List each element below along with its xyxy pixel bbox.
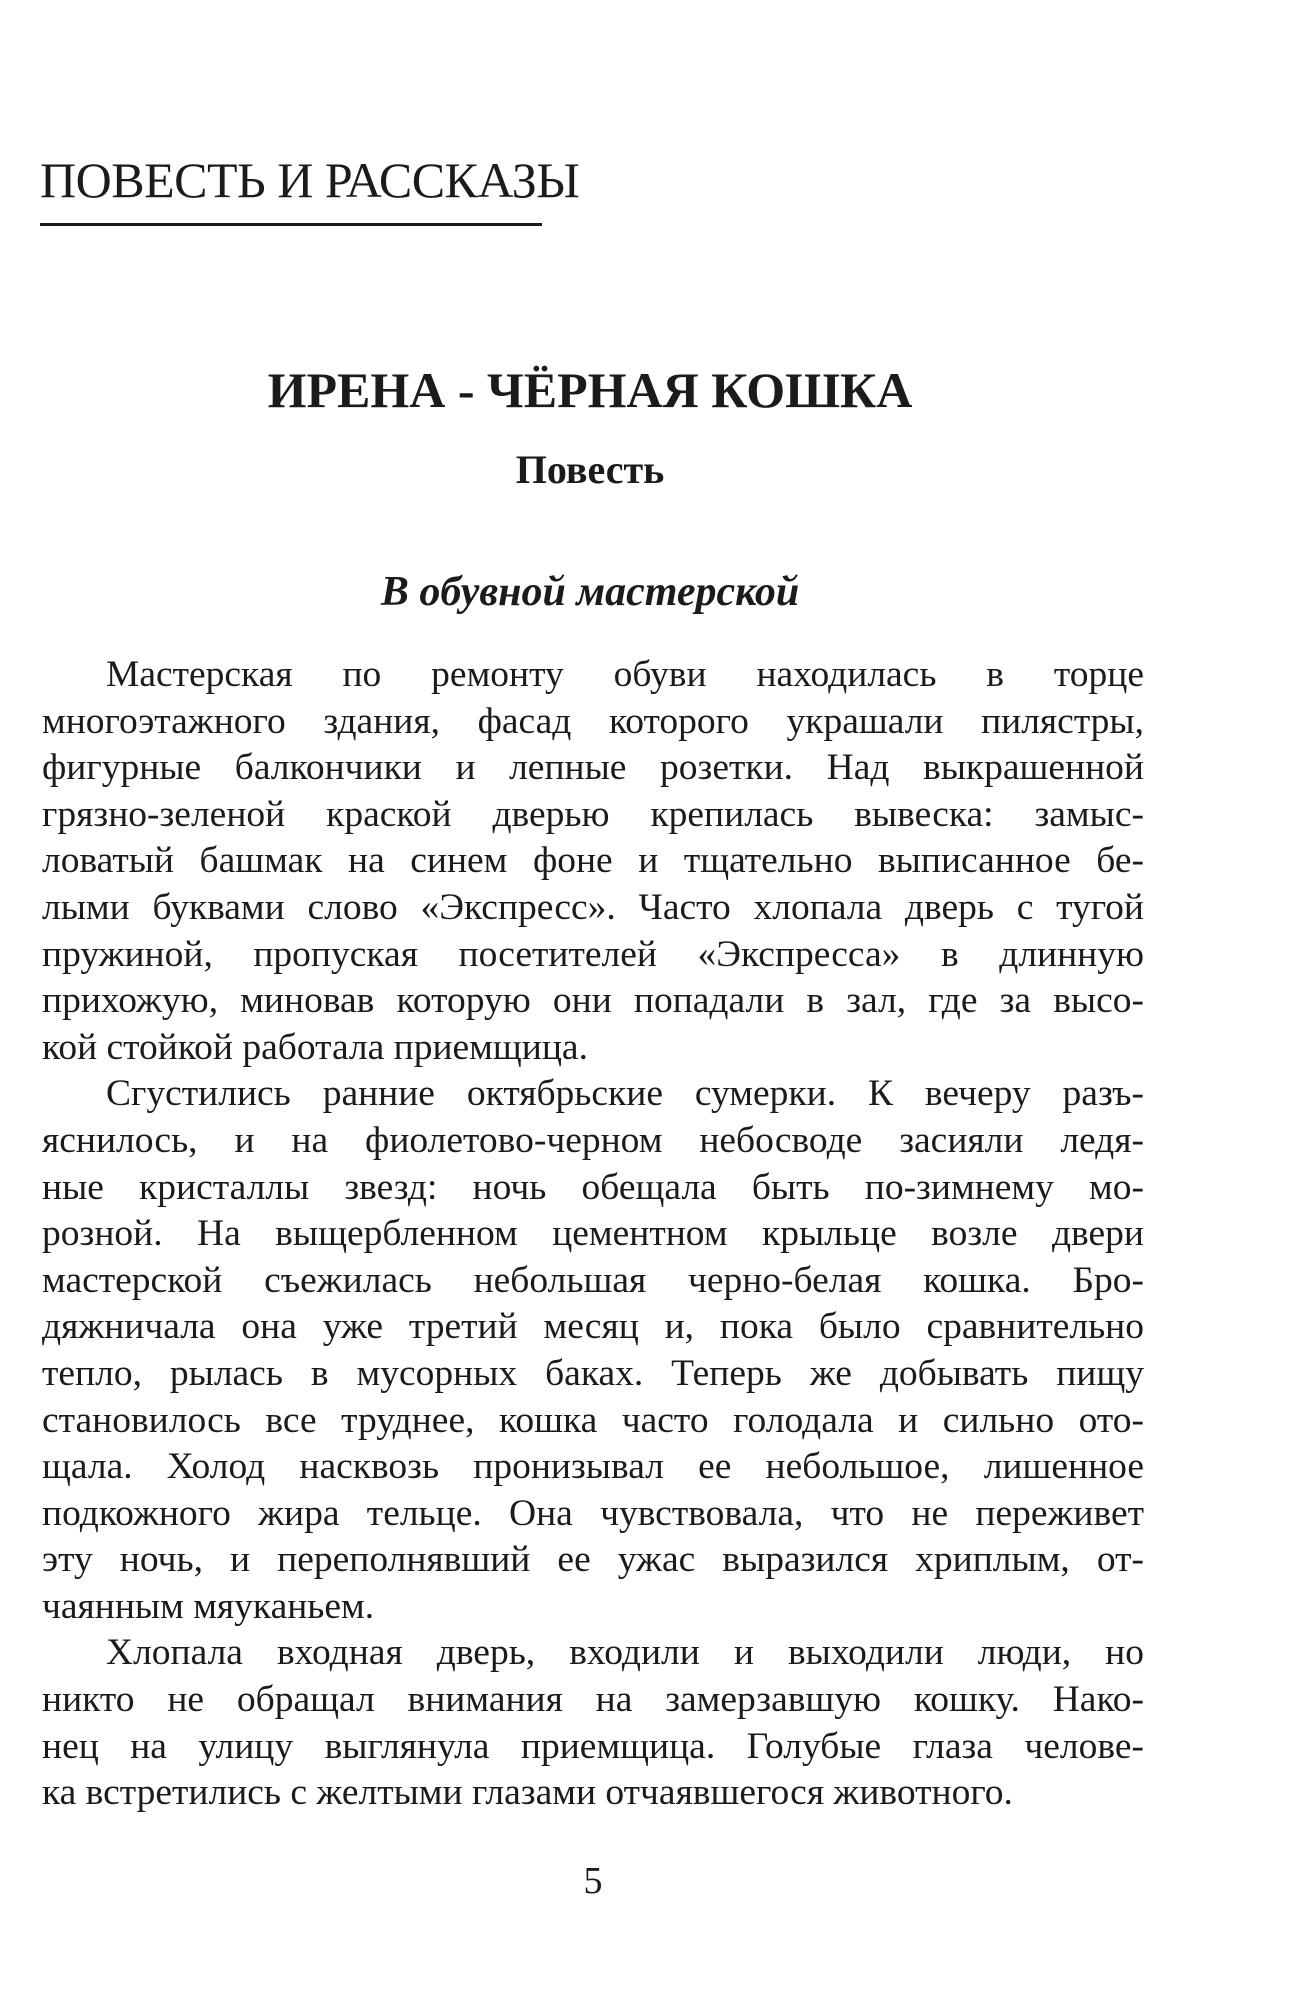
text-line: Мастерская по ремонту обуви находилась в торце <box>106 654 1144 695</box>
text-line: подкожного жира тельце. Она чувствовала, что не переживет <box>42 1492 1144 1534</box>
chapter-title: В обувной мастерской <box>380 569 800 615</box>
text-line: ловатый башмак на синем фоне и тщательно выписанное бе- <box>42 840 1144 882</box>
text-line: чаянным мяуканьем. <box>42 1585 375 1627</box>
text-line: Хлопала входная дверь, входили и выходили люди, но <box>106 1632 1144 1674</box>
paragraph <box>42 1630 1144 1816</box>
text-line: Сгустились ранние октябрьские сумерки. К вечеру разъ- <box>106 1073 1144 1115</box>
text-line: лыми буквами слово «Экспресс». Часто хлопала дверь с тугой <box>42 886 1144 928</box>
text-line: дяжничала она уже третий месяц и, пока было сравнительно <box>42 1306 1144 1348</box>
text-line: фигурные балкончики и лепные розетки. Над выкрашенной <box>42 747 1144 789</box>
text-line: яснилось, и на фиолетово-черном небосводе засияли ледя- <box>42 1119 1144 1161</box>
text-line: эту ночь, и переполнявший ее ужас выразился хриплым, от- <box>42 1539 1144 1581</box>
story-genre: Повесть <box>515 447 665 492</box>
text-line: многоэтажного здания, фасад которого украшали пилястры, <box>42 700 1144 742</box>
text-line: грязно-зеленой краской дверью крепилась вывеска: замыс- <box>42 793 1144 835</box>
text-line: тепло, рылась в мусорных баках. Теперь же добывать пищу <box>42 1352 1144 1394</box>
section-title-rule <box>40 223 542 226</box>
paragraph <box>42 652 1144 1071</box>
story-title: ИРЕНА - ЧЁРНАЯ КОШКА <box>267 362 913 418</box>
text-line: щала. Холод насквозь пронизывал ее небольшое, лишенное <box>42 1446 1144 1488</box>
paragraph <box>42 1071 1144 1630</box>
text-line: прихожую, миновав которую они попадали в зал, где за высо- <box>42 980 1144 1022</box>
text-line: становилось все труднее, кошка часто голодала и сильно ото- <box>42 1399 1144 1441</box>
text-line: никто не обращал внимания на замерзавшую кошку. Нако- <box>42 1679 1144 1721</box>
text-line: ные кристаллы звезд: ночь обещала быть по-зимнему мо- <box>42 1166 1144 1208</box>
text-line: пружиной, пропуская посетителей «Экспресса» в длинную <box>42 933 1144 975</box>
body-text <box>42 652 1144 1817</box>
text-line: кой стойкой работала приемщица. <box>42 1026 588 1068</box>
text-line: розной. На выщербленном цементном крыльце возле двери <box>42 1213 1144 1255</box>
text-line: нец на улицу выглянула приемщица. Голубые глаза челове- <box>42 1725 1144 1767</box>
text-line: ка встретились с желтыми глазами отчаявшегося животного. <box>42 1772 1013 1814</box>
section-title: ПОВЕСТЬ И РАССКАЗЫ <box>40 152 580 208</box>
page-number: 5 <box>583 1860 603 1902</box>
text-line: мастерской съежилась небольшая черно-белая кошка. Бро- <box>42 1259 1144 1301</box>
